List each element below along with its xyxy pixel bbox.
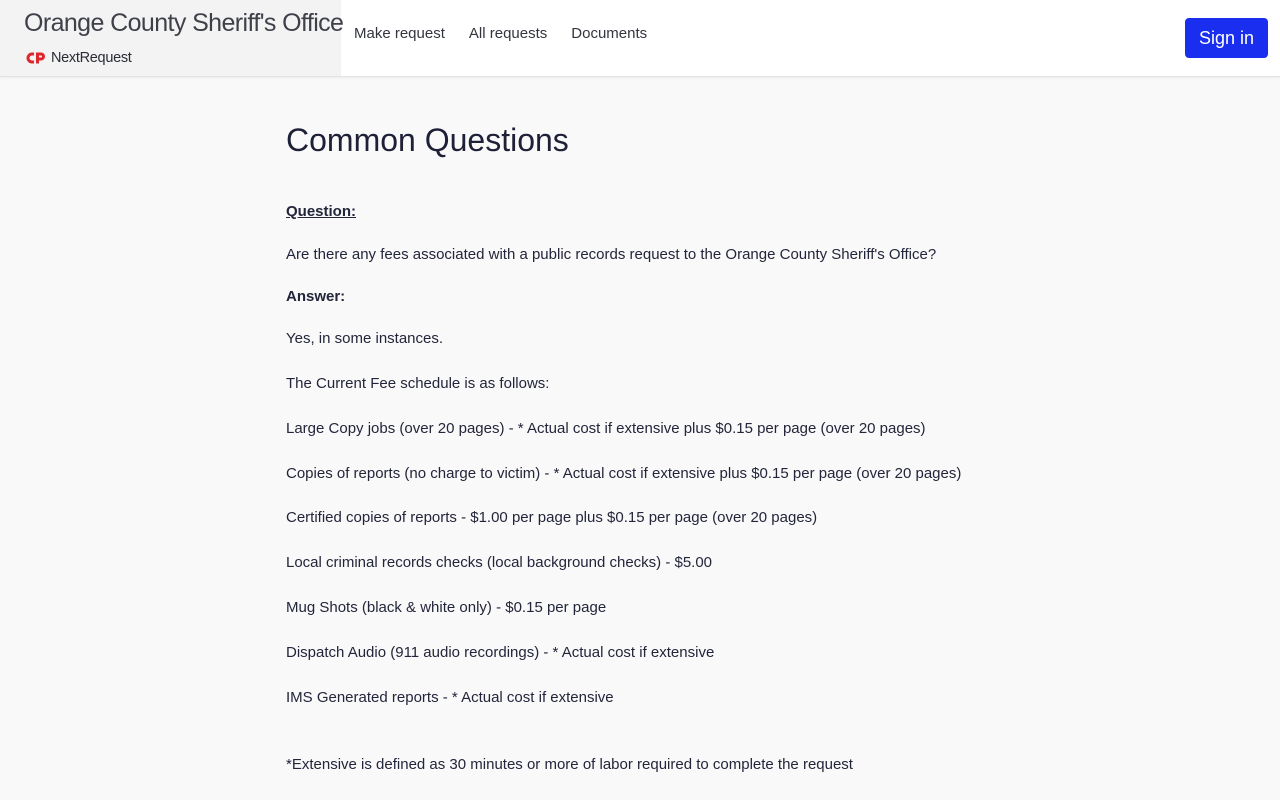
nextrequest-wordmark: NextRequest	[51, 50, 132, 66]
fee-item: Large Copy jobs (over 20 pages) - * Actual cost if extensive plus $0.15 per page (over 20 pages)	[286, 420, 926, 437]
answer-line: Yes, in some instances.	[286, 330, 444, 347]
main-nav	[354, 25, 647, 42]
page-title: Common Questions	[286, 122, 569, 158]
nextrequest-logo	[25, 49, 132, 67]
nextrequest-logo-icon	[25, 51, 47, 65]
faq-content	[286, 120, 1006, 773]
answer-label: Answer:	[286, 288, 346, 305]
fee-item: Copies of reports (no charge to victim) - * Actual cost if extensive plus $0.15 per page (over 20 pages)	[286, 465, 962, 482]
brand-block[interactable]	[0, 0, 344, 76]
fee-item: Local criminal records checks (local background checks) - $5.00	[286, 554, 713, 571]
fee-item: Mug Shots (black & white only) - $0.15 per page	[286, 599, 607, 616]
nav-documents[interactable]: Documents	[571, 25, 648, 42]
footnote: *Extensive is defined as 30 minutes or more of labor required to complete the request	[286, 756, 853, 773]
fee-item: Certified copies of reports - $1.00 per page plus $0.15 per page (over 20 pages)	[286, 509, 818, 526]
fee-item: IMS Generated reports - * Actual cost if extensive	[286, 689, 614, 706]
question-text: Are there any fees associated with a public records request to the Orange County Sheriff's Office?	[286, 246, 937, 263]
nav-all-requests[interactable]: All requests	[468, 25, 548, 42]
fee-item: Dispatch Audio (911 audio recordings) - * Actual cost if extensive	[286, 644, 715, 661]
nav-make-request[interactable]: Make request	[354, 25, 445, 42]
answer-line: The Current Fee schedule is as follows:	[286, 375, 550, 392]
question-label: Question:	[286, 203, 356, 220]
agency-name[interactable]: Orange County Sheriff's Office	[24, 9, 344, 37]
top-header	[0, 0, 1280, 77]
sign-in-button[interactable]: Sign in	[1185, 18, 1268, 58]
